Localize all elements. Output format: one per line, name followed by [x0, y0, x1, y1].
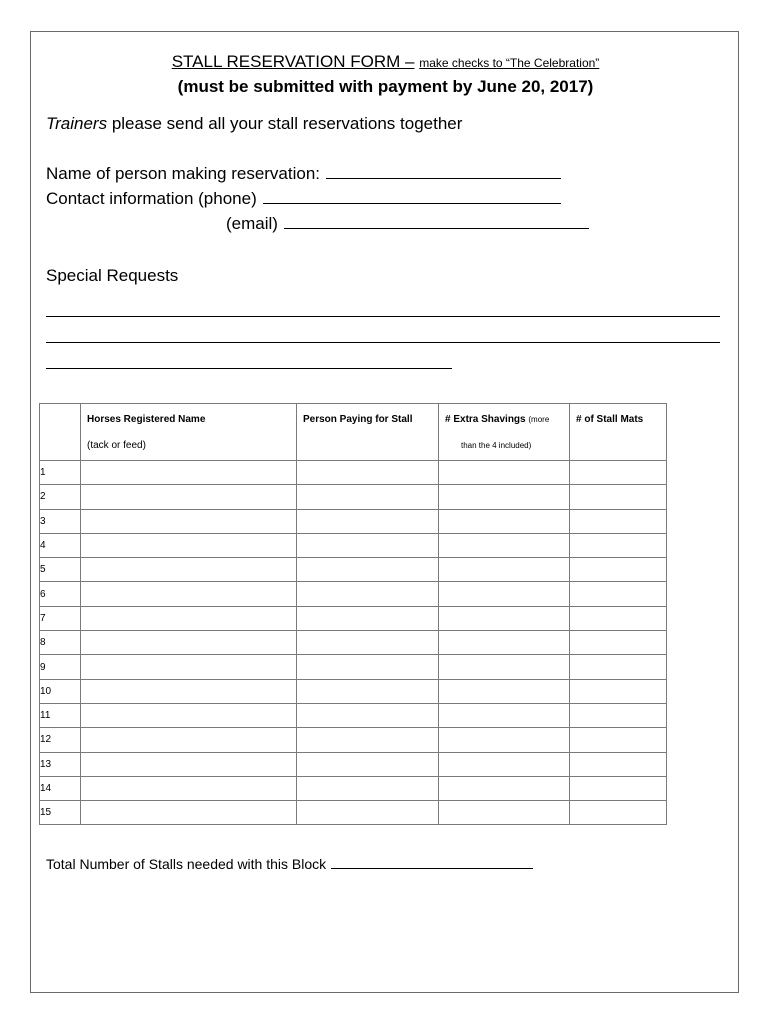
title-payment-note: make checks to “The Celebration” [419, 56, 600, 70]
stall-mats-cell[interactable] [570, 776, 667, 800]
extra-shavings-cell[interactable] [439, 752, 570, 776]
horse-name-cell[interactable] [81, 533, 297, 557]
email-field-row [226, 214, 589, 234]
table-row [40, 533, 667, 557]
email-blank[interactable] [284, 214, 589, 229]
stall-mats-cell[interactable] [570, 655, 667, 679]
email-label: (email) [226, 214, 278, 233]
header-person-paying-label: Person Paying for Stall [303, 414, 413, 425]
phone-field-row [46, 189, 561, 209]
extra-shavings-cell[interactable] [439, 606, 570, 630]
stall-mats-cell[interactable] [570, 606, 667, 630]
trainers-instruction [46, 114, 462, 134]
stall-mats-cell[interactable] [570, 461, 667, 485]
extra-shavings-cell[interactable] [439, 582, 570, 606]
extra-shavings-cell[interactable] [439, 461, 570, 485]
header-extra-shavings [439, 404, 570, 461]
phone-blank[interactable] [263, 189, 561, 204]
person-paying-cell[interactable] [297, 606, 439, 630]
stall-table [39, 403, 667, 825]
extra-shavings-cell[interactable] [439, 509, 570, 533]
header-extra-shavings-note: (more [528, 415, 550, 424]
stall-mats-cell[interactable] [570, 728, 667, 752]
table-row [40, 801, 667, 825]
title-main: STALL RESERVATION FORM – [171, 52, 415, 71]
person-paying-cell[interactable] [297, 461, 439, 485]
stall-mats-cell[interactable] [570, 509, 667, 533]
person-paying-cell[interactable] [297, 728, 439, 752]
table-row [40, 509, 667, 533]
stall-mats-cell[interactable] [570, 582, 667, 606]
table-row [40, 485, 667, 509]
person-paying-cell[interactable] [297, 703, 439, 727]
row-number: 6 [40, 582, 81, 606]
person-paying-cell[interactable] [297, 582, 439, 606]
name-field-row [46, 164, 561, 184]
person-paying-cell[interactable] [297, 679, 439, 703]
name-blank[interactable] [326, 164, 561, 179]
table-row [40, 461, 667, 485]
horse-name-cell[interactable] [81, 509, 297, 533]
horse-name-cell[interactable] [81, 801, 297, 825]
horse-name-cell[interactable] [81, 679, 297, 703]
extra-shavings-cell[interactable] [439, 801, 570, 825]
person-paying-cell[interactable] [297, 533, 439, 557]
header-number-cell [40, 404, 81, 461]
row-number: 12 [40, 728, 81, 752]
row-number: 1 [40, 461, 81, 485]
row-number: 14 [40, 776, 81, 800]
table-header-row [40, 404, 667, 461]
header-horse-name-sub: (tack or feed) [87, 440, 146, 451]
extra-shavings-cell[interactable] [439, 485, 570, 509]
horse-name-cell[interactable] [81, 776, 297, 800]
horse-name-cell[interactable] [81, 728, 297, 752]
person-paying-cell[interactable] [297, 655, 439, 679]
stall-mats-cell[interactable] [570, 752, 667, 776]
stall-mats-cell[interactable] [570, 679, 667, 703]
header-horse-name-label: Horses Registered Name [87, 414, 206, 425]
special-requests-label: Special Requests [46, 266, 179, 285]
extra-shavings-cell[interactable] [439, 703, 570, 727]
extra-shavings-cell[interactable] [439, 655, 570, 679]
horse-name-cell[interactable] [81, 752, 297, 776]
extra-shavings-cell[interactable] [439, 679, 570, 703]
header-person-paying [297, 404, 439, 461]
table-row [40, 752, 667, 776]
table-row [40, 728, 667, 752]
extra-shavings-cell[interactable] [439, 558, 570, 582]
row-number: 9 [40, 655, 81, 679]
person-paying-cell[interactable] [297, 752, 439, 776]
extra-shavings-cell[interactable] [439, 631, 570, 655]
row-number: 4 [40, 533, 81, 557]
horse-name-cell[interactable] [81, 703, 297, 727]
header-stall-mats [570, 404, 667, 461]
stall-mats-cell[interactable] [570, 533, 667, 557]
horse-name-cell[interactable] [81, 461, 297, 485]
stall-mats-cell[interactable] [570, 703, 667, 727]
table-row [40, 703, 667, 727]
trainers-rest: please send all your stall reservations together [107, 114, 463, 133]
stall-mats-cell[interactable] [570, 485, 667, 509]
contact-phone-label: Contact information (phone) [46, 189, 257, 208]
person-paying-cell[interactable] [297, 509, 439, 533]
table-row [40, 558, 667, 582]
person-paying-cell[interactable] [297, 558, 439, 582]
special-requests-line-3[interactable] [46, 368, 452, 369]
special-requests-line-1[interactable] [46, 316, 720, 317]
stall-mats-cell[interactable] [570, 801, 667, 825]
row-number: 8 [40, 631, 81, 655]
total-stalls-label: Total Number of Stalls needed with this Block [46, 856, 327, 872]
horse-name-cell[interactable] [81, 606, 297, 630]
extra-shavings-cell[interactable] [439, 728, 570, 752]
row-number: 7 [40, 606, 81, 630]
special-requests-line-2[interactable] [46, 342, 720, 343]
horse-name-cell[interactable] [81, 655, 297, 679]
total-stalls-blank[interactable] [331, 856, 533, 869]
row-number: 13 [40, 752, 81, 776]
person-paying-cell[interactable] [297, 631, 439, 655]
table-row [40, 606, 667, 630]
horse-name-cell[interactable] [81, 582, 297, 606]
person-paying-cell[interactable] [297, 801, 439, 825]
row-number: 3 [40, 509, 81, 533]
horse-name-cell[interactable] [81, 558, 297, 582]
row-number: 2 [40, 485, 81, 509]
extra-shavings-cell[interactable] [439, 533, 570, 557]
header-extra-shavings-label: # Extra Shavings [445, 414, 526, 425]
row-number: 10 [40, 679, 81, 703]
form-title [31, 52, 740, 72]
table-row [40, 776, 667, 800]
header-extra-shavings-sub: than the 4 included) [461, 441, 532, 450]
stall-mats-cell[interactable] [570, 558, 667, 582]
table-row [40, 655, 667, 679]
stall-mats-cell[interactable] [570, 631, 667, 655]
row-number: 11 [40, 703, 81, 727]
person-paying-cell[interactable] [297, 485, 439, 509]
form-page [30, 31, 739, 993]
horse-name-cell[interactable] [81, 485, 297, 509]
trainers-word: Trainers [46, 114, 108, 133]
row-number: 15 [40, 801, 81, 825]
horse-name-cell[interactable] [81, 631, 297, 655]
table-row [40, 679, 667, 703]
header-stall-mats-label: # of Stall Mats [576, 414, 644, 425]
header-horse-name [81, 404, 297, 461]
table-row [40, 582, 667, 606]
extra-shavings-cell[interactable] [439, 776, 570, 800]
total-stalls-row [46, 856, 533, 872]
row-number: 5 [40, 558, 81, 582]
form-subtitle: (must be submitted with payment by June 20, 2017) [177, 77, 594, 96]
name-label: Name of person making reservation: [46, 164, 321, 183]
table-row [40, 631, 667, 655]
person-paying-cell[interactable] [297, 776, 439, 800]
stall-table-body [40, 461, 667, 825]
